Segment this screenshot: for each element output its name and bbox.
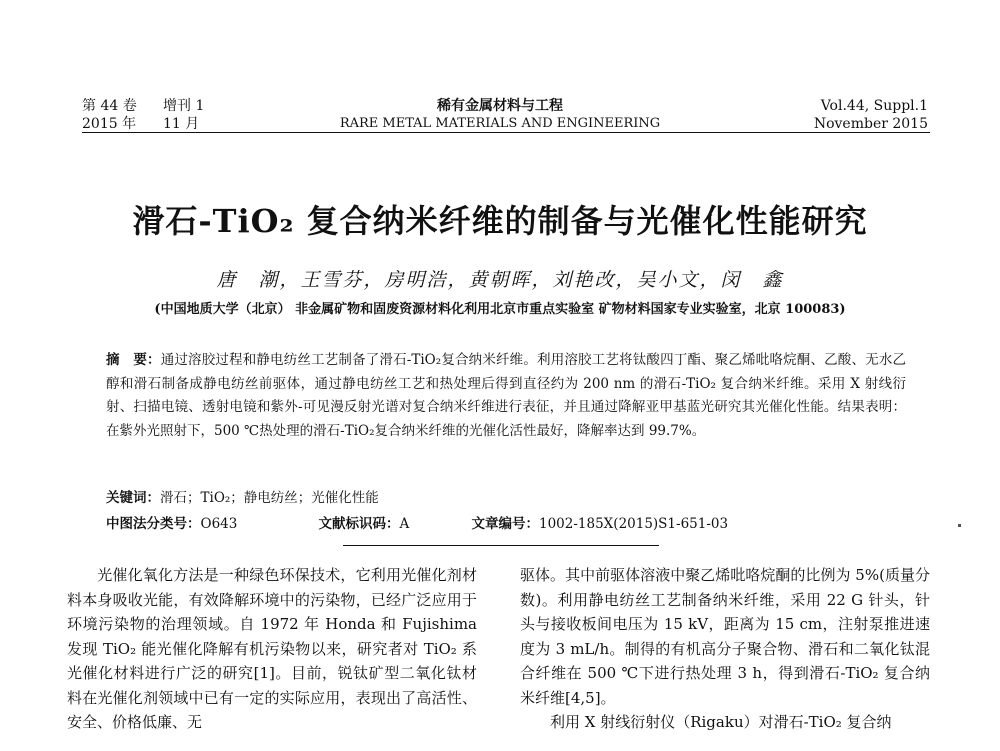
year-label: 2015 年: [82, 116, 137, 132]
doc-code-label: 文献标识码：: [318, 516, 400, 532]
body-left-text: 光催化氧化方法是一种绿色环保技术，它利用光催化剂材料本身吸收光能，有效降解环境中的污染物，已经广泛应用于环境污染物的治理领域。自 1972 年 Honda 和 Fujishima 发现 TiO₂ 能光催化降解有机污染物以来，研究者对 TiO₂ 系光催化材料进行广泛的研究[1]。目前，锐钛矿型二氧化钛材料在光催化剂领域中已有一定的实际应用，表现出了高活性、安全、价格低廉、无: [67, 566, 477, 731]
article-number-value: 1002-185X(2015)S1-651-03: [539, 516, 729, 532]
keywords-text: 滑石；TiO₂；静电纺丝；光催化性能: [160, 490, 379, 506]
body-right-paragraph-2-text: 利用 X 射线衍射仪（Rigaku）对滑石-TiO₂ 复合纳: [550, 713, 892, 731]
paper-title: 滑石-TiO₂ 复合纳米纤维的制备与光催化性能研究: [132, 202, 868, 240]
abstract-text: 通过溶胶过程和静电纺丝工艺制备了滑石-TiO₂复合纳米纤维。利用溶胶工艺将钛酸四丁酯、聚乙烯吡咯烷酮、乙酸、无水乙醇和滑石制备成静电纺丝前驱体，通过静电纺丝工艺和热处理后得到直径约为 200 nm 的滑石-TiO₂ 复合纳米纤维。采用 X 射线衍射、扫描电镜、透射电镜和紫外-可见漫反射光谱对复合纳米纤维进行表征，并且通过降解亚甲基蓝光研究其光催化性能。结果表明：在紫外光照射下，500 ℃热处理的滑石-TiO₂复合纳米纤维的光催化活性最好，降解率达到 99.7%。: [106, 352, 906, 439]
article-number-label: 文章编号：: [471, 516, 539, 532]
journal-title-en: RARE METAL MATERIALS AND ENGINEERING: [339, 116, 661, 131]
abstract-label: 摘 要：: [106, 352, 161, 368]
clc-label: 中图法分类号：: [106, 516, 201, 532]
abstract: [106, 349, 906, 443]
classification-row: [106, 513, 906, 535]
authors: 唐 潮，王雪芬，房明浩，黄朝晖，刘艳改，吴小文，闵 鑫: [216, 269, 784, 291]
body-left-column: [67, 563, 477, 735]
clc-value: O643: [200, 516, 238, 532]
header-rule: [82, 132, 930, 133]
keywords-label: 关键词：: [106, 490, 160, 506]
body-right-paragraph-1: 驱体。其中前驱体溶液中聚乙烯吡咯烷酮的比例为 5%(质量分数)。利用静电纺丝工艺制备纳米纤维，采用 22 G 针头，针头与接收板间电压为 15 kV，距离为 15 cm，注射泵推进速度为 3 mL/h。制得的有机高分子聚合物、滑石和二氧化钛混合纤维在 500 ℃下进行热处理 3 h，得到滑石-TiO₂ 复合纳米纤维[4,5]。: [520, 566, 930, 707]
body-right-column: [520, 563, 930, 735]
scan-speck: [958, 524, 961, 527]
affiliation: (中国地质大学（北京） 非金属矿物和固废资源材料化利用北京市重点实验室 矿物材料国家专业实验室，北京 100083): [154, 302, 846, 317]
date-en: November 2015: [813, 116, 928, 132]
doc-code-value: A: [399, 516, 410, 532]
supplement-label: 增刊 1: [163, 98, 205, 114]
keywords-row: [106, 487, 906, 509]
body-right-paragraph-2: [520, 710, 930, 735]
section-separator: [343, 545, 659, 546]
month-label: 11 月: [163, 116, 200, 132]
volume-label: 第 44 卷: [82, 98, 137, 114]
volume-en: Vol.44, Suppl.1: [820, 98, 928, 114]
metadata-block: [106, 487, 906, 535]
journal-title-cn: 稀有金属材料与工程: [437, 98, 563, 114]
